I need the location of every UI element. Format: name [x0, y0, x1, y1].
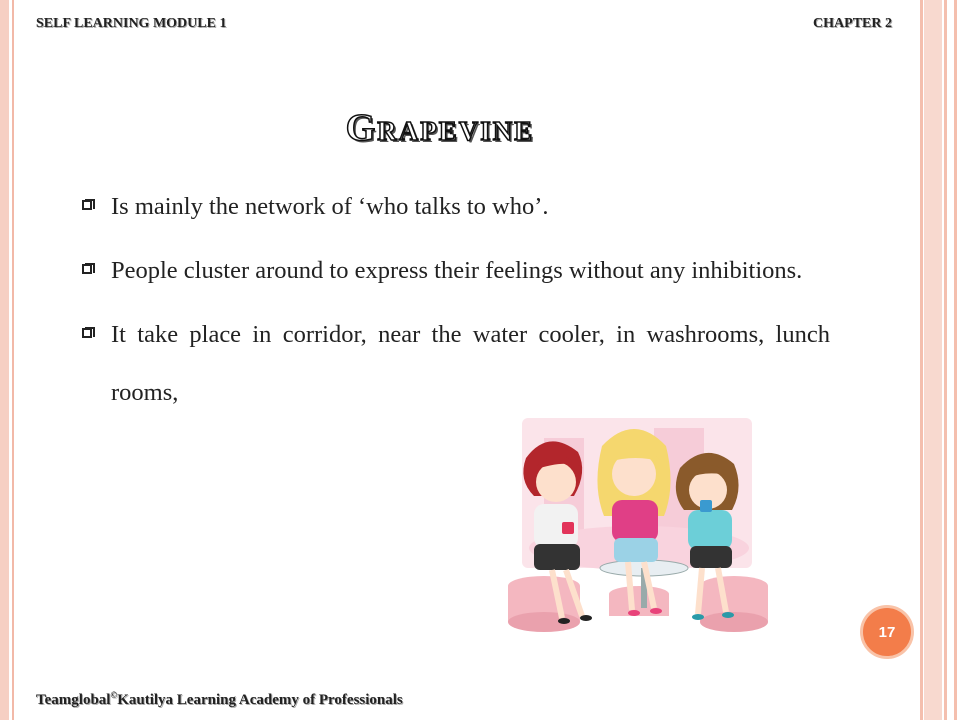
copyright-mark: © — [110, 690, 118, 700]
bullet-text: It take place in corridor, near the water cooler, in washrooms, lunch rooms, — [111, 321, 830, 406]
gossiping-women-illustration — [504, 418, 776, 636]
chapter-label: CHAPTER 2 — [813, 16, 892, 31]
footer-suffix: Kautilya Learning Academy of Professionals — [117, 692, 403, 708]
bullet-item — [80, 242, 830, 300]
bullet-text: People cluster around to express their feelings without any inhibitions. — [111, 257, 803, 284]
right-border-decoration — [920, 0, 960, 720]
checkbox-bullet-icon — [82, 264, 92, 274]
bullet-item — [80, 178, 830, 236]
slide-title: Grapevine — [345, 107, 535, 149]
checkbox-bullet-icon — [82, 328, 92, 338]
bullet-text: Is mainly the network of ‘who talks to who’. — [111, 193, 549, 220]
bullet-item — [80, 306, 830, 422]
page-number-badge: 17 — [860, 605, 914, 659]
module-label: SELF LEARNING MODULE 1 — [36, 16, 227, 31]
bullet-list — [80, 178, 830, 428]
footer-prefix: Teamglobal — [36, 692, 111, 708]
checkbox-bullet-icon — [82, 200, 92, 210]
footer-credit — [36, 690, 403, 709]
